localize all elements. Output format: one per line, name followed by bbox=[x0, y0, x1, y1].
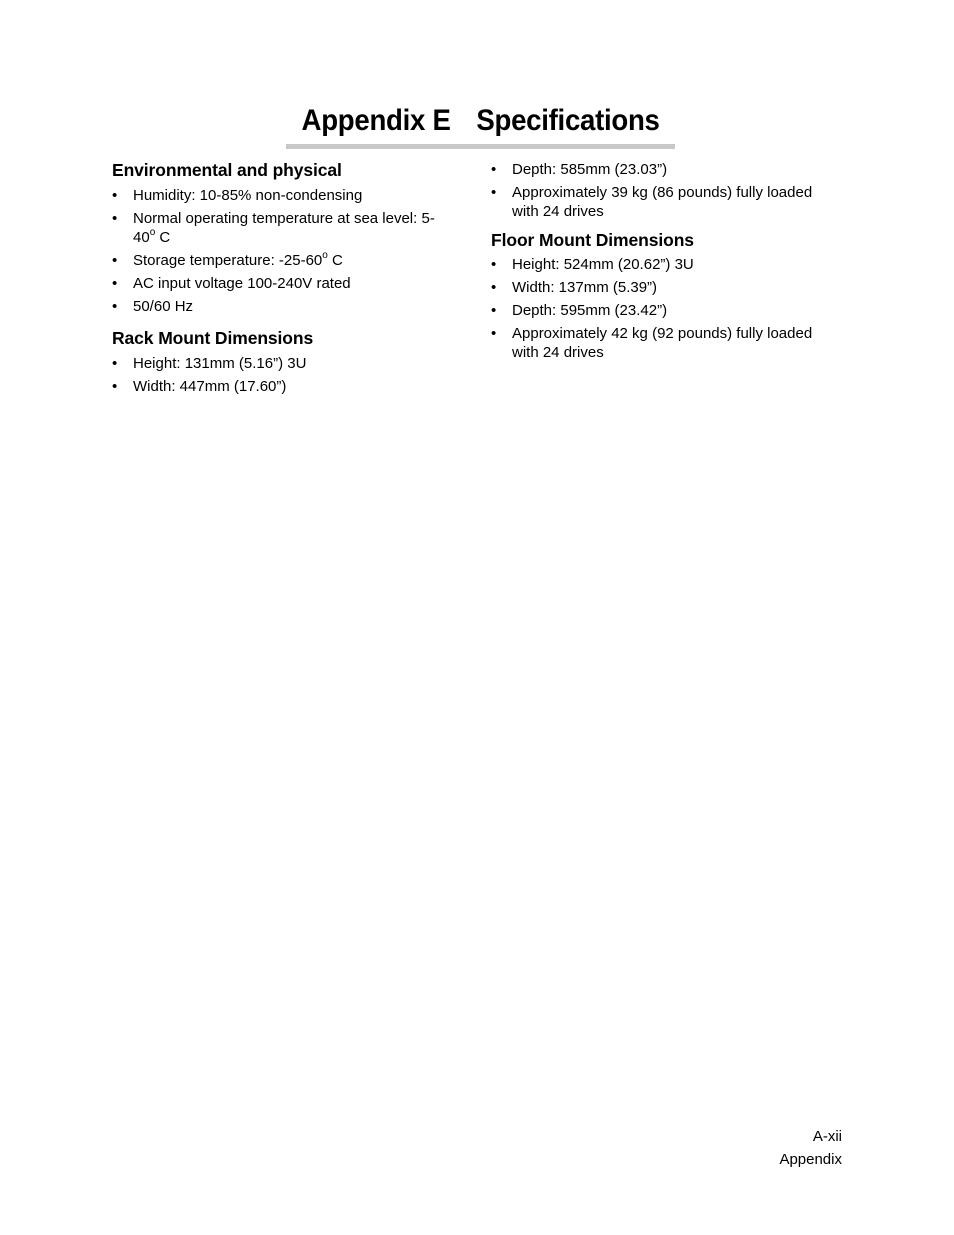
bullet-icon: • bbox=[112, 378, 118, 395]
bullet-icon: • bbox=[112, 210, 118, 227]
page-title-part1: Appendix E bbox=[301, 104, 451, 137]
bullet-icon: • bbox=[491, 256, 497, 273]
list-item: • Height: 131mm (5.16”) 3U bbox=[112, 355, 307, 372]
list-item: • Width: 137mm (5.39”) bbox=[491, 279, 658, 296]
rack-mount-list bbox=[112, 354, 457, 396]
page-footer bbox=[779, 1125, 842, 1171]
list-item: • Approximately 39 kg (86 pounds) fully loaded with 24 drives bbox=[491, 184, 813, 220]
bullet-icon: • bbox=[491, 279, 497, 296]
list-item: • Approximately 42 kg (92 pounds) fully loaded with 24 drives bbox=[491, 325, 813, 361]
list-item: • Storage temperature: -25-60$^o$ C bbox=[112, 250, 343, 269]
bullet-icon: • bbox=[112, 252, 118, 269]
page-number: A-xii bbox=[812, 1128, 842, 1145]
rack-mount-list-continued bbox=[491, 160, 836, 221]
list-item: • Depth: 585mm (23.03”) bbox=[491, 161, 668, 178]
bullet-icon: • bbox=[491, 302, 497, 319]
floor-mount-heading: Floor Mount Dimensions bbox=[491, 230, 694, 250]
rack-mount-heading: Rack Mount Dimensions bbox=[112, 328, 314, 348]
page-title bbox=[302, 102, 660, 140]
bullet-icon: • bbox=[491, 325, 497, 342]
bullet-icon: • bbox=[112, 298, 118, 315]
bullet-icon: • bbox=[491, 161, 497, 178]
right-column bbox=[491, 160, 836, 366]
bullet-icon: • bbox=[112, 275, 118, 292]
environmental-list bbox=[112, 186, 457, 316]
list-item: • AC input voltage 100-240V rated bbox=[112, 275, 351, 292]
bullet-icon: • bbox=[112, 355, 118, 372]
list-item: • Depth: 595mm (23.42”) bbox=[491, 302, 668, 319]
page-title-block bbox=[286, 102, 675, 150]
left-column bbox=[112, 158, 457, 400]
bullet-icon: • bbox=[112, 187, 118, 204]
footer-section-label: Appendix bbox=[779, 1151, 842, 1168]
list-item: • Normal operating temperature at sea level: 5- 40$^o$ C bbox=[112, 210, 435, 246]
list-item: • 50/60 Hz bbox=[112, 298, 194, 315]
environmental-heading: Environmental and physical bbox=[112, 160, 342, 180]
bullet-icon: • bbox=[491, 184, 497, 201]
floor-mount-list bbox=[491, 255, 836, 362]
title-underline bbox=[286, 144, 675, 149]
page-title-part2: Specifications bbox=[476, 104, 660, 137]
list-item: • Humidity: 10-85% non-condensing bbox=[112, 187, 363, 204]
list-item: • Width: 447mm (17.60”) bbox=[112, 378, 287, 395]
list-item: • Height: 524mm (20.62”) 3U bbox=[491, 256, 694, 273]
